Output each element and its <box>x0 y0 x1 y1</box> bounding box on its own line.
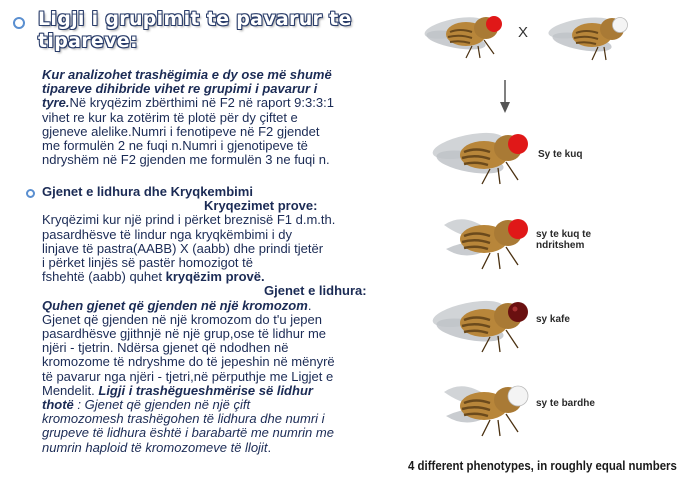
text-line <box>42 441 410 455</box>
text-line: grupeve të lidhura është i barabartë me numrin me <box>42 425 334 441</box>
text-line: linjave të pastra(AABB) X (aabb) dhe prindi tjetër <box>42 240 324 256</box>
text-span: . <box>267 439 272 455</box>
text-line <box>42 398 410 412</box>
title-bullet-icon <box>13 17 25 29</box>
text-line: kromozomesh trashëgohen të lidhura dhe numri i <box>42 411 325 427</box>
label-red-eyes-shiny <box>536 229 591 251</box>
figure-caption: 4 different phenotypes, in roughly equal numbers <box>408 458 677 473</box>
slide-title <box>38 8 378 52</box>
text-span: fshehtë (aabb) quhet <box>42 269 166 285</box>
fruit-fly-cross-figure <box>408 0 677 478</box>
text-span: Në kryqëzim zbërthimi në F2 në raport 9:3:3:1 <box>69 95 334 111</box>
parent-fly-red-eye-image <box>414 2 506 60</box>
text-line: vihet re kur ka zotërim të plotë për dy çiftet e <box>42 109 298 125</box>
text-span: Quhen gjenet që gjenden në një kromozom <box>42 297 308 313</box>
text-span: thotë <box>42 397 74 413</box>
paragraph-linked-genes <box>42 185 410 455</box>
text-span: : Gjenet që gjenden në një çift <box>73 397 251 413</box>
text-line <box>42 270 410 284</box>
text-line: tipareve dihibride vihet re grupimi i pavarur i <box>42 81 318 97</box>
offspring-fly-red-eye-shiny-image <box>424 203 534 271</box>
text-line: me formulën 2 ne fuqi n.Numri i gjenotipeve të <box>42 138 308 154</box>
text-line: njëri - tjetrin. Ndërsa gjenet që ndodhen në <box>42 340 289 356</box>
section-subheading: Kryqezimet prove: <box>204 198 318 214</box>
text-line <box>42 384 410 398</box>
offspring-fly-red-eye-image <box>424 118 534 186</box>
parent-fly-white-eye-image <box>538 4 634 62</box>
offspring-fly-brown-eye-image <box>424 286 534 354</box>
section-subheading: Gjenet e lidhura: <box>264 283 367 299</box>
text-line: të pavarur nga njëri - tjetri,në përputhje me Ligjet e <box>42 368 334 384</box>
text-line: Kur analizohet trashëgimia e dy ose më shumë <box>42 67 332 82</box>
label-brown-eyes: sy kafe <box>536 314 570 325</box>
text-span: kryqëzim provë. <box>165 269 265 285</box>
text-line: i përket linjës së pastër homozigot të <box>42 255 253 271</box>
arrow-down-icon <box>498 80 512 114</box>
label-line: ndritshem <box>536 240 585 251</box>
text-span: numrin haploid të kromozomeve të llojit <box>42 439 268 455</box>
offspring-fly-white-eye-image <box>424 370 534 438</box>
title-line-2: tipareve: <box>38 30 138 52</box>
cross-symbol: X <box>518 24 529 41</box>
section-heading: Gjenet e lidhura dhe Kryqkembimi <box>42 184 253 199</box>
text-line: ndryshëm në F2 gjenden me formulën 3 ne fuqi n. <box>42 152 330 168</box>
text-line <box>42 96 410 110</box>
text-line: pasardhësve të lindur nga kryqkëmbimi i dy <box>42 226 293 242</box>
text-span: tyre. <box>42 95 70 111</box>
label-white-eyes: sy te bardhe <box>536 398 595 409</box>
text-line: gjeneve alelike.Numri i fenotipeve në F2 gjendet <box>42 123 320 139</box>
text-line: pasardhësve gjithnjë në një grup,ose të lidhur me <box>42 326 327 342</box>
bullet-icon <box>26 189 35 198</box>
title-line-1: Ligji i grupimit te pavarur te <box>38 8 352 30</box>
text-line: Gjenet që gjenden në një kromozom do t'u jepen <box>42 311 323 327</box>
text-line: kromozome të ndryshme do të jepeshin në mënyrë <box>42 354 335 370</box>
text-span: . <box>307 297 312 313</box>
paragraph-independent-assortment <box>42 68 410 167</box>
text-line: Kryqëzimi kur një prind i përket breznisë F1 d.m.th. <box>42 212 336 228</box>
text-span: Ligji i trashëgueshmërise së lidhur <box>98 382 313 398</box>
text-span: Mendelit. <box>42 382 99 398</box>
label-line: sy te kuq te <box>536 229 592 240</box>
text-line <box>42 299 410 313</box>
label-red-eyes: Sy te kuq <box>538 149 583 160</box>
